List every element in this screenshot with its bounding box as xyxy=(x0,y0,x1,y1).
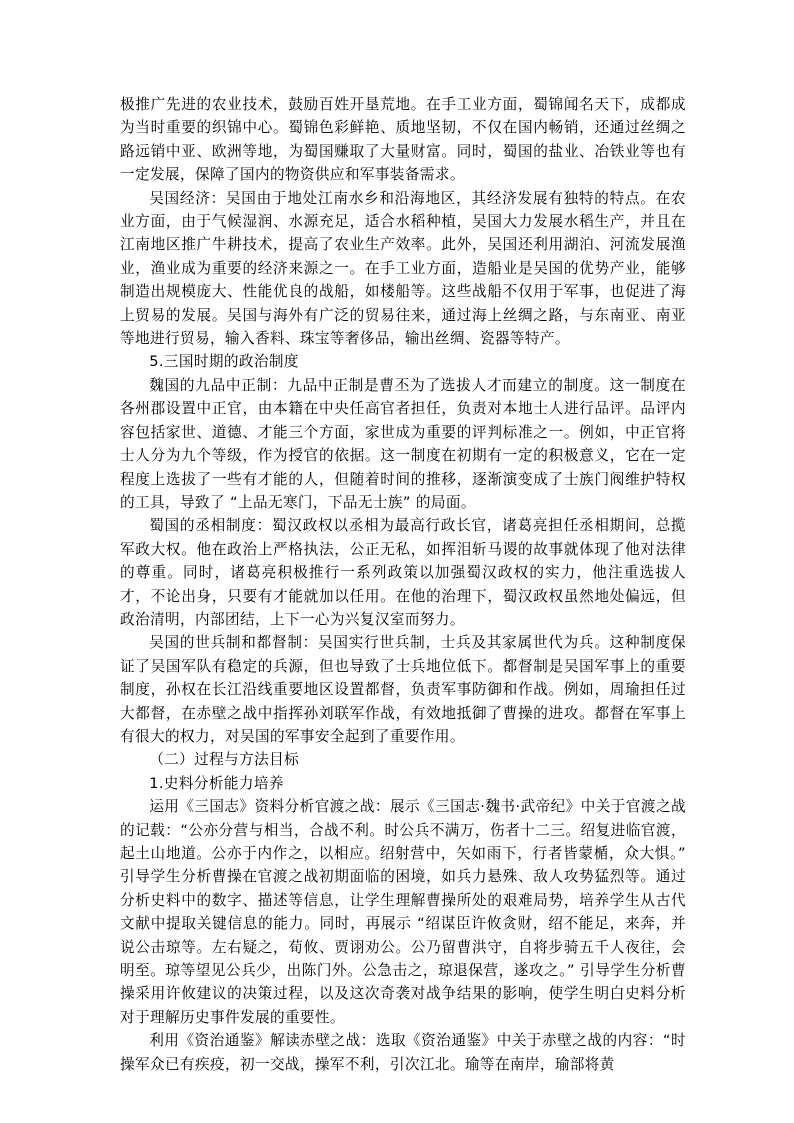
heading-political-system: 5.三国时期的政治制度 xyxy=(149,353,299,371)
paragraph-shu-chancellor: 蜀国的丞相制度：蜀汉政权以丞相为最高行政长官，诸葛亮担任丞相期间，总揽军政大权。他在政治上严格执法，公正无私，如挥泪斩马谡的故事就体现了他对法律的尊重。同时，诸葛亮积极推行一系列政策以加强蜀汉政权的实力，他注重选拔人才，不论出身，只要有才能就加以任用。在他的治理下，蜀汉政权虽然地处偏远，但政治清明，内部团结，上下一心为兴复汉室而努力。 xyxy=(120,517,686,628)
paragraph-chibi-analysis: 利用《资治通鉴》解读赤壁之战：选取《资治通鉴》中关于赤壁之战的内容：“时操军众已有疾疫，初一交战，操军不利，引次江北。瑜等在南岸，瑜部将黄 xyxy=(120,1032,686,1073)
heading-process-method-goals: （二）过程与方法目标 xyxy=(149,751,300,769)
paragraph-wu-economy: 吴国经济：吴国由于地处江南水乡和沿海地区，其经济发展有独特的特点。在农业方面，由于气候湿润、水源充足，适合水稻种植，吴国大力发展水稻生产，并且在江南地区推广牛耕技术，提高了农业生产效率。此外，吴国还利用湖泊、河流发展渔业，渔业成为重要的经济来源之一。在手工业方面，造船业是吴国的优势产业，能够制造出规模庞大、性能优良的战船，如楼船等。这些战船不仅用于军事，也促进了海上贸易的发展。吴国与海外有广泛的贸易往来，通过海上丝绸之路，与东南亚、南亚等地进行贸易，输入香料、珠宝等奢侈品，输出丝绸、瓷器等特产。 xyxy=(120,189,686,348)
paragraph-guandu-analysis: 运用《三国志》资料分析官渡之战：展示《三国志·魏书·武帝纪》中关于官渡之战的记载：“公亦分营与相当，合战不利。时公兵不满万，伤者十二三。绍复进临官渡，起土山地道。公亦于内作之，以相应。绍射营中，矢如雨下，行者皆蒙楯，众大惧。” 引导学生分析曹操在官渡之战初期面临的困境，如兵力悬殊、敌人攻势猛烈等。通过分析史料中的数字、描述等信息，让学生理解曹操所处的艰难局势，培养学生从古代文献中提取关键信息的能力。同时，再展示 “绍谋臣许攸贪财，绍不能足，来奔，并说公击琼等。左右疑之，荀攸、贾诩劝公。公乃留曹洪守，自将步骑五千人夜往，会明至。琼等望见公兵少，出陈门外。公急击之，琼退保营，遂攻之。” 引导学生分析曹操采用许攸建议的决策过程，以及这次奇袭对战争结果的影响，使学生明白史料分析对于理解历史事件发展的重要性。 xyxy=(120,798,686,1026)
document-page xyxy=(120,93,686,1076)
heading-source-analysis: 1.史料分析能力培养 xyxy=(149,774,284,792)
paragraph-wei-nine-rank: 魏国的九品中正制：九品中正制是曹丕为了选拔人才而建立的制度。这一制度在各州郡设置中正官，由本籍在中央任高官者担任，负责对本地士人进行品评。品评内容包括家世、道德、才能三个方面，家世成为重要的评判标准之一。例如，中正官将士人分为九个等级，作为授官的依据。这一制度在初期有一定的积极意义，它在一定程度上选拔了一些有才能的人，但随着时间的推移，逐渐演变成了士族门阀维护特权的工具，导致了 “上品无寒门，下品无士族” 的局面。 xyxy=(120,376,686,511)
paragraph-shu-economy-cont: 极推广先进的农业技术，鼓励百姓开垦荒地。在手工业方面，蜀锦闻名天下，成都成为当时重要的织锦中心。蜀锦色彩鲜艳、质地坚韧，不仅在国内畅销，还通过丝绸之路远销中亚、欧洲等地，为蜀国赚取了大量财富。同时，蜀国的盐业、冶铁业等也有一定发展，保障了国内的物资供应和军事装备需求。 xyxy=(120,96,686,184)
paragraph-wu-military: 吴国的世兵制和都督制：吴国实行世兵制，士兵及其家属世代为兵。这种制度保证了吴国军队有稳定的兵源，但也导致了士兵地位低下。都督制是吴国军事上的重要制度，孙权在长江沿线重要地区设置都督，负责军事防御和作战。例如，周瑜担任过大都督，在赤壁之战中指挥孙刘联军作战，有效地抵御了曹操的进攻。都督在军事上有很大的权力，对吴国的军事安全起到了重要作用。 xyxy=(120,634,686,745)
